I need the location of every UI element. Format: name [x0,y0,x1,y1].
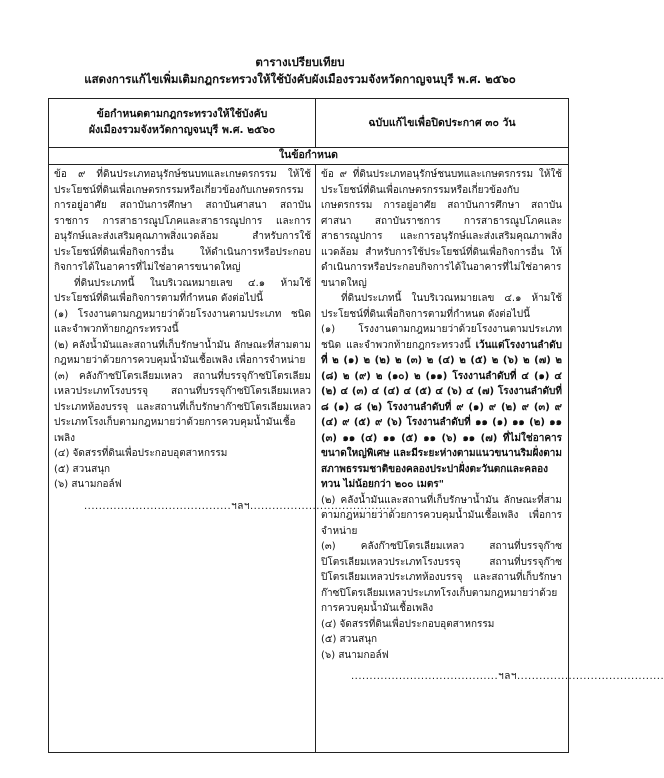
prohibited-item-6: (๖) สนามกอล์ฟ [321,649,389,661]
item-1-amendment: เว้นแต่โรงงานลำดับที่ ๒ (๑) ๒ (๒) ๒ (๓) ๒ (๔) ๒ (๕) ๒ (๖) ๒ (๗) ๒ (๘) ๒ (๙) ๒ (๑๐) ๒ (๑๑) โรงงานลำดับที่ ๔ (๑) ๔ (๒) ๔ (๓) ๔ (๔) ๔ (๕) ๔ (๖) ๔ (๗) โรงงานลำดับที่ ๘ (๑) ๘ (๒) โรงงานลำดับที่ ๙ (๑) ๙ (๒) ๙ (๓) ๙ (๔) ๙ (๕) ๙ (๖) โรงงานลำดับที่ ๑๑ (๑) ๑๑ (๒) ๑๑ (๓) ๑๑ (๔) ๑๑ (๕) ๑๑ (๖) ๑๑ (๗) ที่ไม่ใช่อาคารขนาดใหญ่พิเศษ และมีระยะห่างตามแนวขนานริมฝั่งตามสภาพธรรมชาติของคลองประปาฝั่งตะวันตกและคลองทวน ไม่น้อยกว่า ๒๐๐ เมตร" [321,339,562,490]
prohibited-item-5: (๕) สวนสนุก [321,634,378,645]
zone-4-1-paragraph: ที่ดินประเภทนี้ ในบริเวณหมายเลข ๔.๑ ห้ามใช้ประโยชน์ที่ดินเพื่อกิจการตามที่กำหนด ดังต่อไปนี้ [54,277,311,304]
ellipsis-line: ........................................ฯลฯ........................................ [84,500,398,512]
original-text-column [49,165,398,752]
prohibited-item-2: (๒) คลังน้ำมันและสถานที่เก็บรักษาน้ำมัน ลักษณะที่สามตามกฎหมายว่าด้วยการควบคุมน้ำมันเชื้อเพลิง เพื่อการจำหน่าย [321,494,562,537]
left-header-line-2: ผังเมืองรวมจังหวัดกาญจนบุรี พ.ศ. ๒๕๖๐ [88,124,276,136]
zone-4-1-paragraph: ที่ดินประเภทนี้ ในบริเวณหมายเลข ๔.๑ ห้ามใช้ประโยชน์ที่ดินเพื่อกิจการตามที่กำหนด ดังต่อไปนี้ [321,293,562,320]
clause-9-paragraph: ข้อ ๙ ที่ดินประเภทอนุรักษ์ชนบทและเกษตรกรรม ให้ใช้ประโยชน์ที่ดินเพื่อเกษตรกรรมหรือเกี่ยวข้องกับเกษตรกรรม การอยู่อาศัย สถาบันการศึกษา สถาบันศาสนา สถาบันราชการ การสาธารณูปโภคและสาธารณูปการ และการอนุรักษ์และส่งเสริมคุณภาพสิ่งแวดล้อม สำหรับการใช้ประโยชน์ที่ดินเพื่อกิจการอื่น ให้ดำเนินการหรือประกอบกิจการได้ในอาคารที่ไม่ใช่อาคารขนาดใหญ่ [54,169,311,273]
prohibited-item-1: (๑) โรงงานตามกฎหมายว่าด้วยโรงงานตามประเภท ชนิด และจำพวกท้ายกฎกระทรวงนี้ [54,308,311,335]
left-column-header [49,99,316,147]
prohibited-item-4: (๔) จัดสรรที่ดินเพื่อประกอบอุตสาหกรรม [321,618,495,630]
prohibited-item-2: (๒) คลังน้ำมันและสถานที่เก็บรักษาน้ำมัน ลักษณะที่สามตามกฎหมายว่าด้วยการควบคุมน้ำมันเชื้อเพลิง เพื่อการจำหน่าย [54,339,311,366]
prohibited-item-6: (๖) สนามกอล์ฟ [54,479,122,490]
section-heading: ในข้อกำหนด [49,147,568,165]
item-1-text: (๑) โรงงานตามกฎหมายว่าด้วยโรงงานตามประเภท ชนิด และจำพวกท้ายกฎกระทรวงนี้ [321,324,562,351]
prohibited-item-1 [321,322,562,493]
prohibited-item-3: (๓) คลังก๊าซปิโตรเลียมเหลว สถานที่บรรจุก๊าซปิโตรเลียมเหลวประเภทโรงบรรจุ สถานที่บรรจุก๊าซปิโตรเลียมเหลวประเภทห้องบรรจุ และสถานที่เก็บรักษาก๊าซปิโตรเลียมเหลวประเภทโรงเก็บตามกฎหมายว่าด้วยการควบคุมน้ำมันเชื้อเพลิง [321,541,562,614]
revised-text-column [316,165,664,752]
comparison-table [48,98,664,753]
prohibited-item-4: (๔) จัดสรรที่ดินเพื่อประกอบอุตสาหกรรม [54,448,228,459]
left-header-line-1: ข้อกำหนดตามกฎกระทรวงให้ใช้บังคับ [96,108,268,120]
right-column-header: ฉบับแก้ไขเพื่อปิดประกาศ ๓๐ วัน [368,117,516,129]
prohibited-item-3: (๓) คลังก๊าซปิโตรเลียมเหลว สถานที่บรรจุก๊าซปิโตรเลียมเหลวประเภทโรงบรรจุ สถานที่บรรจุก๊าซปิโตรเลียมเหลวประเภทห้องบรรจุ และสถานที่เก็บรักษาก๊าซปิโตรเลียมเหลวประเภทโรงเก็บตามกฎหมายว่าด้วยการควบคุมน้ำมันเชื้อเพลิง [54,370,311,444]
clause-9-paragraph: ข้อ ๙ ที่ดินประเภทอนุรักษ์ชนบทและเกษตรกรรม ให้ใช้ประโยชน์ที่ดินเพื่อเกษตรกรรมหรือเกี่ยวข้องกับเกษตรกรรม การอยู่อาศัย สถาบันการศึกษา สถาบันศาสนา สถาบันราชการ การสาธารณูปโภคและสาธารณูปการ และการอนุรักษ์และส่งเสริมคุณภาพสิ่งแวดล้อม สำหรับการใช้ประโยชน์ที่ดินเพื่อกิจการอื่น ให้ดำเนินการหรือประกอบกิจการได้ในอาคารที่ไม่ใช่อาคารขนาดใหญ่ [321,169,562,289]
prohibited-item-5: (๕) สวนสนุก [54,463,111,475]
document-subtitle: แสดงการแก้ไขเพิ่มเติมกฎกระทรวงให้ใช้บังคับผังเมืองรวมจังหวัดกาญจนบุรี พ.ศ. ๒๕๖๐ [84,72,516,86]
ellipsis-line: ........................................ฯลฯ........................................ [351,671,664,682]
table-header-row [49,99,568,148]
document-title: ตารางเปรียบเทียบ [255,55,345,69]
